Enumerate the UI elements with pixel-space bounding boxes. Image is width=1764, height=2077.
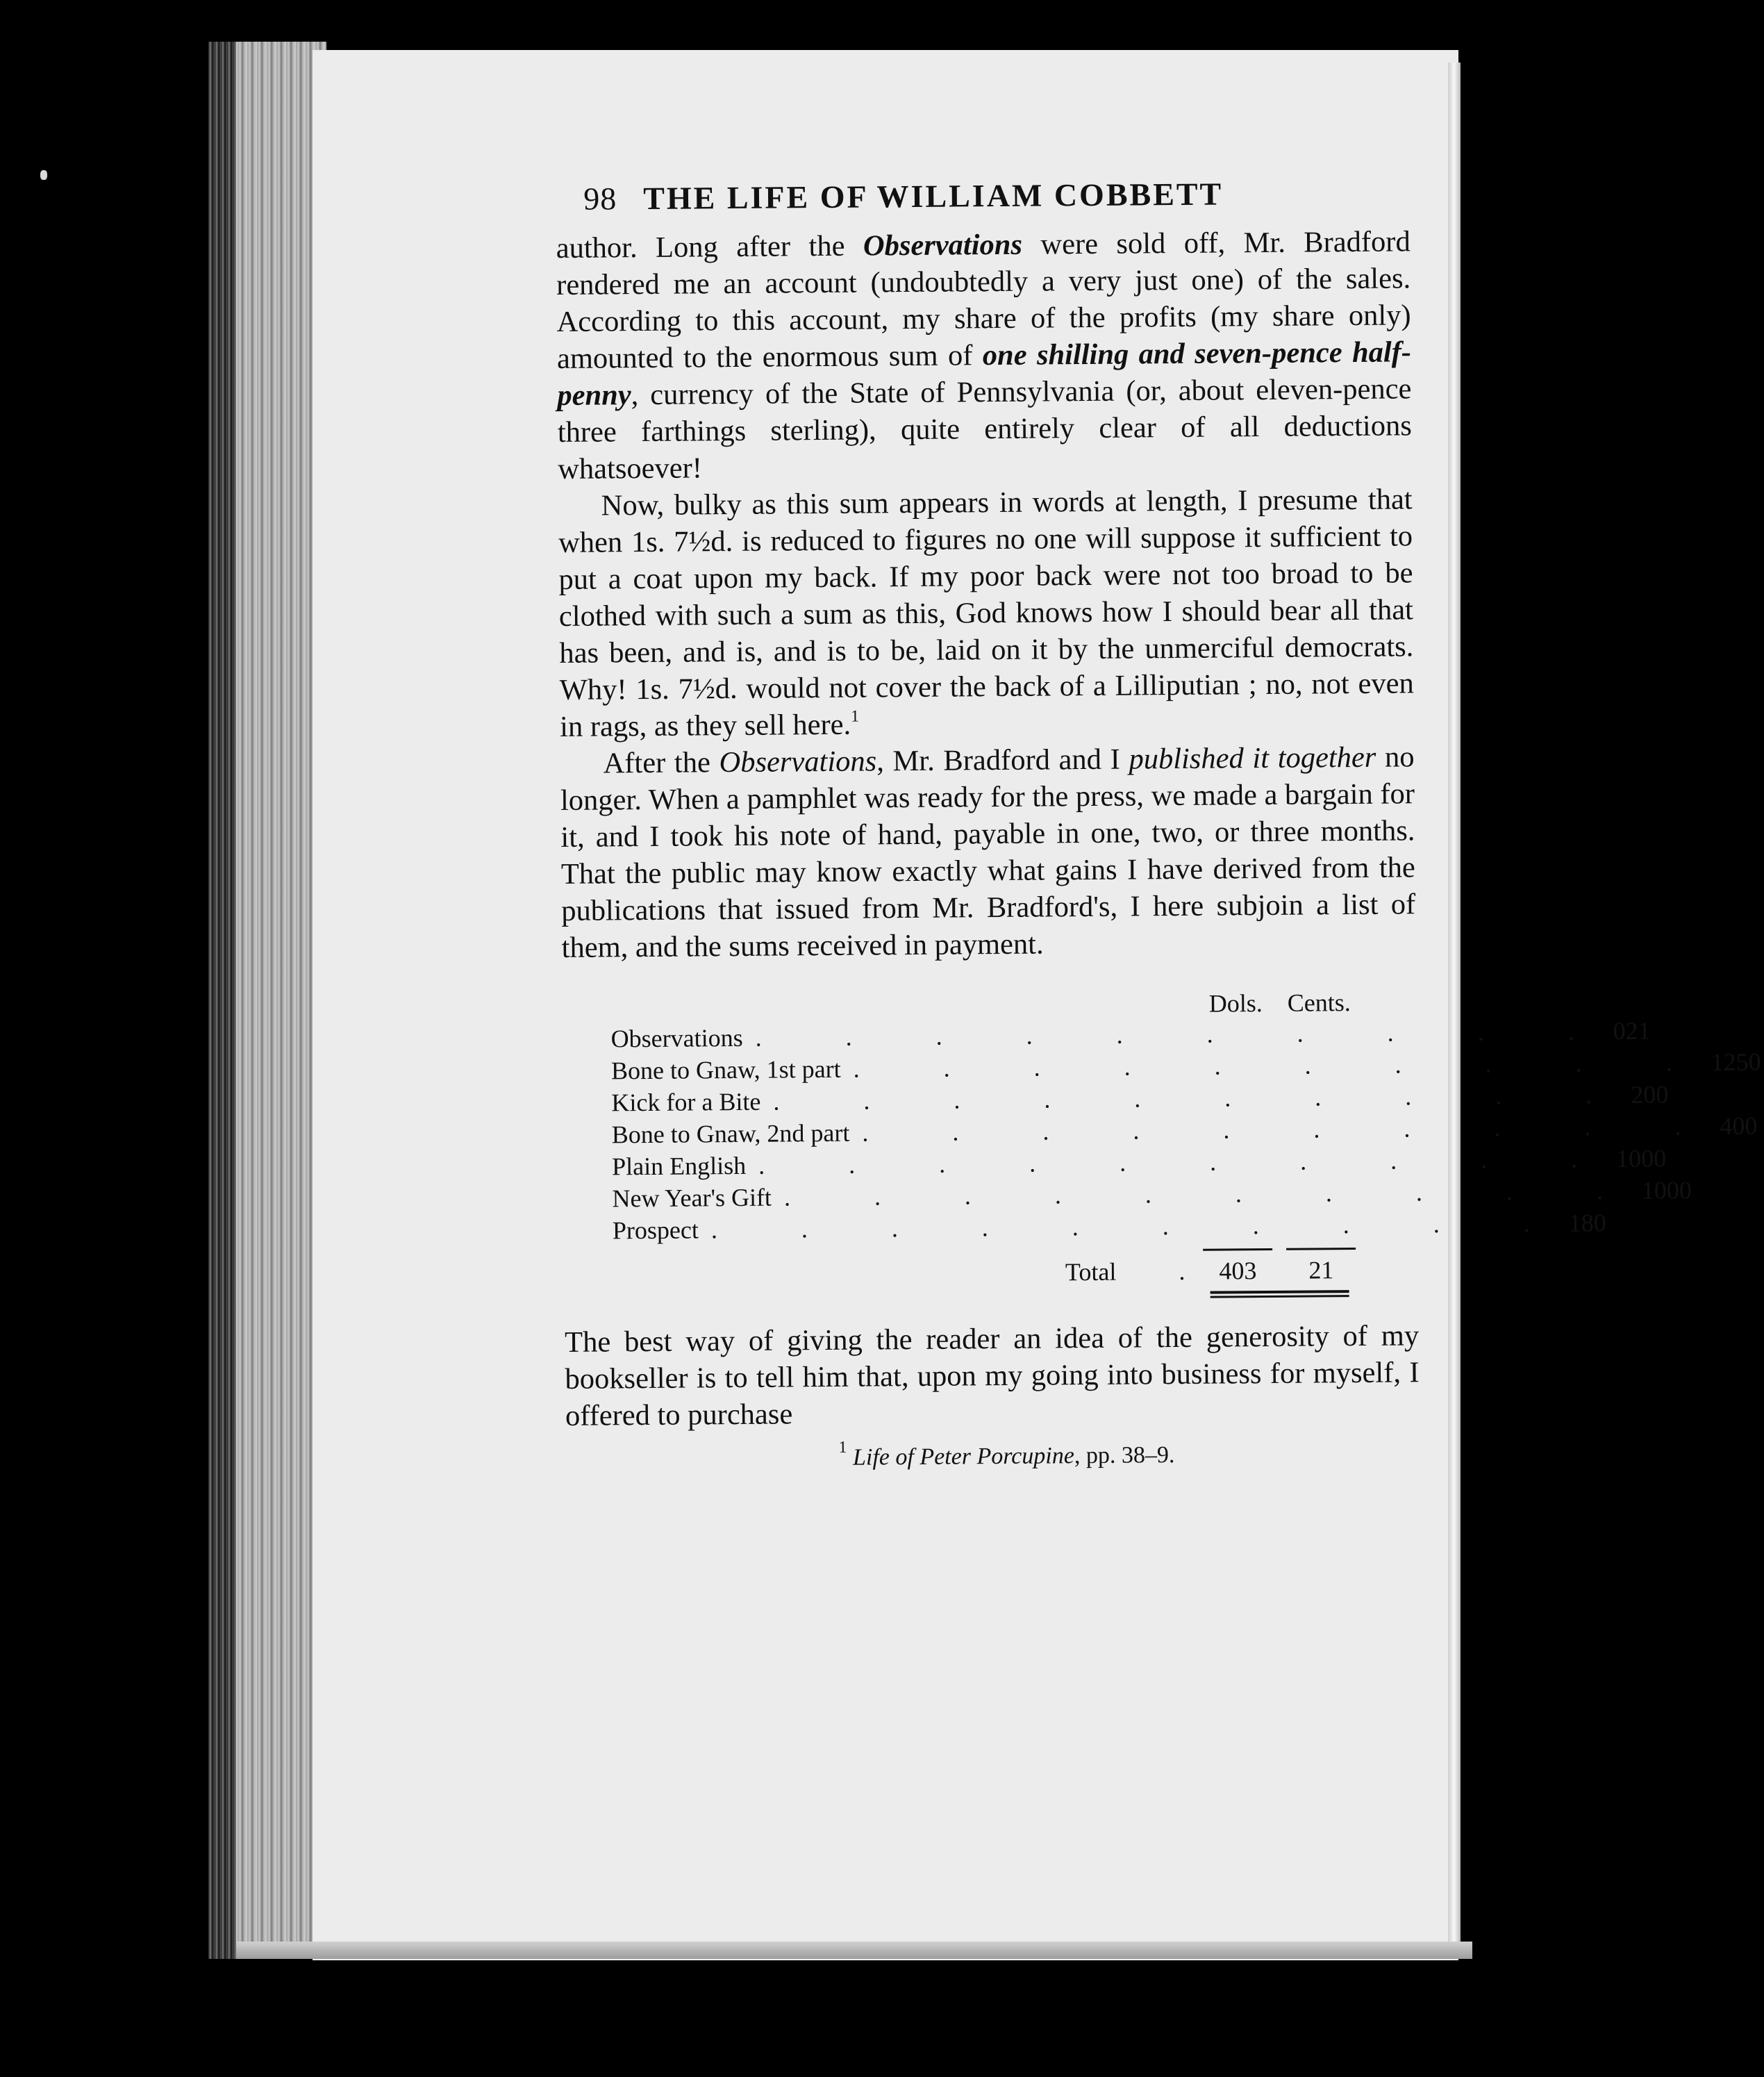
paragraph-1-text-a: author. Long after the — [556, 229, 864, 265]
paragraph-3 — [560, 738, 1415, 966]
footnote-marker: 1 — [850, 707, 860, 726]
ledger-item-dols: 100 — [1641, 1176, 1680, 1205]
ledger-item-title: Observations — [610, 1023, 743, 1053]
ledger-item-cents: 0 — [1653, 1144, 1667, 1173]
page-bottom-edge — [236, 1942, 1472, 1959]
ledger-leader-dots: . . . . . . . . . . — [783, 1176, 1642, 1211]
paragraph-2-text: Now, bulky as this sum appears in words at length, I presume that when 1s. 7½d. is reduced to figures no one will suppose it sufficient to put a coat upon my back. If my poor back were not too broad to be clothed with such a sum as this, God knows how I should bear all that has been, and is, and is to be, laid on it by the unmerciful democrats. Why! 1s. 7½d. would not cover the back of a Lilliputian ; no, not even in rags, as they sell here. — [558, 483, 1414, 743]
paragraph-3-text-b: , Mr. Bradford and I — [876, 743, 1129, 778]
paragraph-1-emphasis-b: one shilling and seven-pence half-penny — [557, 336, 1412, 412]
paragraph-1-emphasis-a: Observations — [863, 228, 1023, 263]
ledger-leader-dots: . . . . . . . . . . — [862, 1111, 1720, 1147]
ledger-header — [610, 988, 1361, 1023]
paragraph-3-emphasis-a: Observations — [719, 745, 877, 779]
running-header — [556, 174, 1410, 217]
ledger-leader-dots: . . . . . . . . . . — [758, 1145, 1617, 1180]
ledger-item-cents: 0 — [1745, 1111, 1758, 1140]
ledger-item-dols: 18 — [1568, 1209, 1594, 1237]
ledger-sum-rule — [613, 1248, 1363, 1255]
ledger-item-dols: 100 — [1615, 1144, 1654, 1173]
ledger-item-dols: 40 — [1720, 1111, 1745, 1140]
scan-speck — [40, 170, 47, 180]
paragraph-1-text-b: were sold off, Mr. Bradford rendered me an account (undoubtedly a very just one) of the sales. According to this account, my share of the profits (my share only) amounted to the enormous sum of — [556, 225, 1411, 375]
ledger-total-row — [613, 1255, 1363, 1293]
paragraph-3-text-c: no longer. When a pamphlet was ready for the press, we made a bargain for it, and I took his note of hand, payable in one, two, or three months. That the public may know exactly what gains I have derived from the publications that issued from Mr. Bradford's, I here subjoin a list of them, and the sums received in payment. — [560, 740, 1416, 964]
paragraph-1-text-c: , currency of the State of Pennsylvania (or, about eleven-pence three farthings sterling), quite entirely clear of all deductions whatsoever! — [557, 372, 1412, 486]
footnote-pages: , pp. 38–9. — [1074, 1442, 1175, 1469]
page-right-edge — [1448, 63, 1461, 1952]
ledger-item-dols: 20 — [1631, 1080, 1656, 1109]
ledger-item-cents: 0 — [1656, 1080, 1669, 1109]
payments-ledger — [610, 988, 1761, 1302]
paragraph-3-emphasis-b: published it together — [1129, 740, 1376, 776]
ledger-leader-dots: . . . . . . . . . . — [755, 1017, 1613, 1052]
ledger-item-cents: 21 — [1625, 1016, 1651, 1045]
footnote-title: Life of Peter Porcupine — [852, 1443, 1075, 1471]
ledger-item-dols: 0 — [1613, 1016, 1626, 1045]
ledger-leader-dots: . . . . . . . . . . — [710, 1209, 1569, 1244]
running-title: THE LIFE OF WILLIAM COBBETT — [643, 176, 1224, 217]
total-cents: 21 — [1308, 1256, 1334, 1284]
paragraph-1 — [556, 223, 1413, 488]
total-leader-dot: . — [1179, 1257, 1185, 1285]
ledger-item-title: Kick for a Bite — [611, 1087, 761, 1117]
footnote-number: 1 — [838, 1438, 847, 1457]
paragraph-2 — [558, 481, 1414, 745]
paragraph-4: The best way of giving the reader an idea of the generosity of my bookseller is to tell him that, upon my going into business for myself, I offered to purchase — [564, 1319, 1420, 1432]
book-spine-shadow — [208, 42, 236, 1959]
paragraph-3-text-a: After the — [603, 746, 719, 780]
ledger-item-cents: 0 — [1679, 1176, 1692, 1205]
ledger-item-title: Plain English — [611, 1151, 747, 1181]
ledger-item-title: Prospect — [612, 1216, 699, 1245]
column-header-dols: Dols. — [1208, 989, 1263, 1018]
column-header-cents: Cents. — [1287, 988, 1351, 1017]
ledger-item-title: Bone to Gnaw, 1st part — [610, 1054, 841, 1085]
ledger-item-cents: 0 — [1593, 1209, 1606, 1237]
ledger-item-title: Bone to Gnaw, 2nd part — [611, 1118, 850, 1149]
ledger-row — [612, 1209, 1606, 1248]
ledger-item-cents: 0 — [1748, 1048, 1761, 1076]
ledger-leader-dots: . . . . . . . . . . — [853, 1048, 1711, 1083]
ledger-rows — [610, 1016, 1761, 1248]
total-label: Total — [1065, 1257, 1117, 1286]
total-dols: 403 — [1219, 1257, 1257, 1285]
ledger-leader-dots: . . . . . . . . . . — [773, 1080, 1631, 1116]
ledger-item-title: New Year's Gift — [612, 1183, 772, 1213]
page-text — [556, 174, 1761, 1473]
page-number: 98 — [583, 181, 617, 217]
ledger-item-dols: 125 — [1711, 1048, 1749, 1076]
